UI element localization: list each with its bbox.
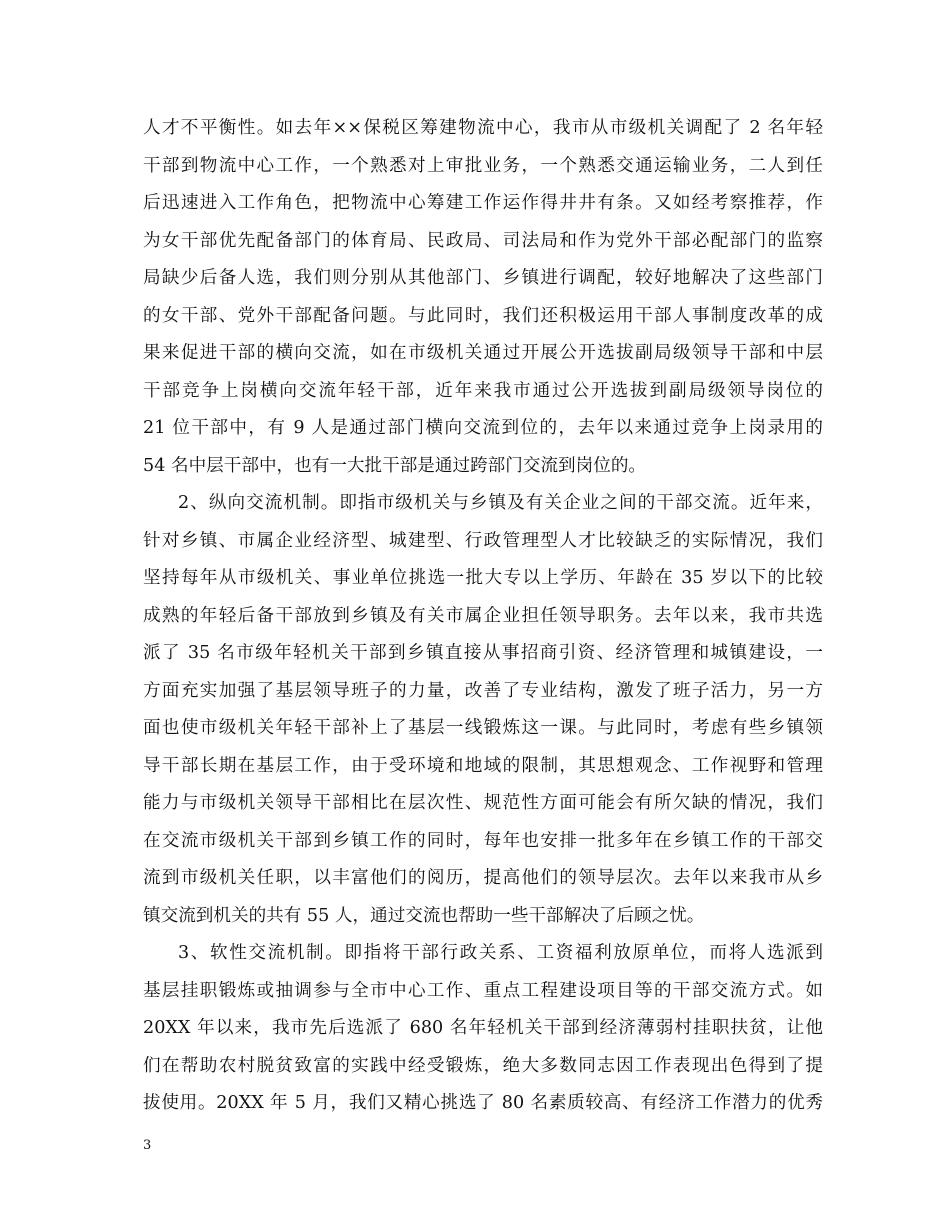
text-line: 人才不平衡性。如去年××保税区筹建物流中心，我市从市级机关调配了 2 名年轻 bbox=[143, 118, 823, 138]
text-line: 能力与市级机关领导干部相比在层次性、规范性方面可能会有所欠缺的情况，我们 bbox=[143, 793, 823, 813]
text-line: 干部竞争上岗横向交流年轻干部，近年来我市通过公开选拔到副局级领导岗位的 bbox=[143, 380, 823, 401]
text-line: 后迅速进入工作角色，把物流中心筹建工作运作得井井有条。又如经考察推荐，作 bbox=[143, 193, 823, 213]
text-line: 流到市级机关任职，以丰富他们的阅历，提高他们的领导层次。去年以来我市从乡 bbox=[143, 868, 823, 888]
text-line: 在交流市级机关干部到乡镇工作的同时，每年也安排一批多年在乡镇工作的干部交 bbox=[143, 830, 823, 851]
text-line: 派了 35 名市级年轻机关干部到乡镇直接从事招商引资、经济管理和城镇建设，一 bbox=[143, 643, 823, 663]
text-line: 方面充实加强了基层领导班子的力量，改善了专业结构，激发了班子活力，另一方 bbox=[143, 680, 823, 701]
text-line: 21 位干部中，有 9 人是通过部门横向交流到位的，去年以来通过竞争上岗录用的 bbox=[143, 418, 823, 438]
text-line: 针对乡镇、市属企业经济型、城建型、行政管理型人才比较缺乏的实际情况，我们 bbox=[143, 530, 823, 551]
paragraph-start-line: 3、软性交流机制。即指将干部行政关系、工资福利放原单位，而将人选派到 bbox=[178, 943, 823, 963]
text-line: 20XX 年以来，我市先后选派了 680 名年轻机关干部到经济薄弱村挂职扶贫，让他 bbox=[143, 1018, 823, 1038]
body-text bbox=[143, 110, 823, 1123]
text-line: 导干部长期在基层工作，由于受环境和地域的限制，其思想观念、工作视野和管理 bbox=[143, 755, 823, 776]
text-line: 拔使用。20XX 年 5 月，我们又精心挑选了 80 名素质较高、有经济工作潜力的优秀 bbox=[143, 1093, 823, 1113]
text-line: 果来促进干部的横向交流，如在市级机关通过开展公开选拔副局级领导干部和中层 bbox=[143, 343, 823, 363]
text-line: 为女干部优先配备部门的体育局、民政局、司法局和作为党外干部必配部门的监察 bbox=[143, 230, 823, 251]
text-line: 坚持每年从市级机关、事业单位挑选一批大专以上学历、年龄在 35 岁以下的比较 bbox=[143, 568, 823, 588]
text-line: 基层挂职锻炼或抽调参与全市中心工作、重点工程建设项目等的干部交流方式。如 bbox=[143, 980, 823, 1001]
text-line: 镇交流到机关的共有 55 人，通过交流也帮助一些干部解决了后顾之忧。 bbox=[143, 905, 705, 926]
text-line: 54 名中层干部中，也有一大批干部是通过跨部门交流到岗位的。 bbox=[143, 455, 647, 476]
text-line: 成熟的年轻后备干部放到乡镇及有关市属企业担任领导职务。去年以来，我市共选 bbox=[143, 605, 823, 626]
text-line: 局缺少后备人选，我们则分别从其他部门、乡镇进行调配，较好地解决了这些部门 bbox=[143, 268, 823, 288]
text-line: 的女干部、党外干部配备问题。与此同时，我们还积极运用干部人事制度改革的成 bbox=[143, 305, 823, 326]
text-line: 干部到物流中心工作，一个熟悉对上审批业务，一个熟悉交通运输业务，二人到任 bbox=[143, 155, 823, 176]
page-number: 3 bbox=[143, 1138, 152, 1153]
text-line: 面也使市级机关年轻干部补上了基层一线锻炼这一课。与此同时，考虑有些乡镇领 bbox=[143, 718, 823, 738]
text-line: 们在帮助农村脱贫致富的实践中经受锻炼，绝大多数同志因工作表现出色得到了提 bbox=[143, 1055, 823, 1076]
paragraph-start-line: 2、纵向交流机制。即指市级机关与乡镇及有关企业之间的干部交流。近年来， bbox=[178, 493, 823, 513]
